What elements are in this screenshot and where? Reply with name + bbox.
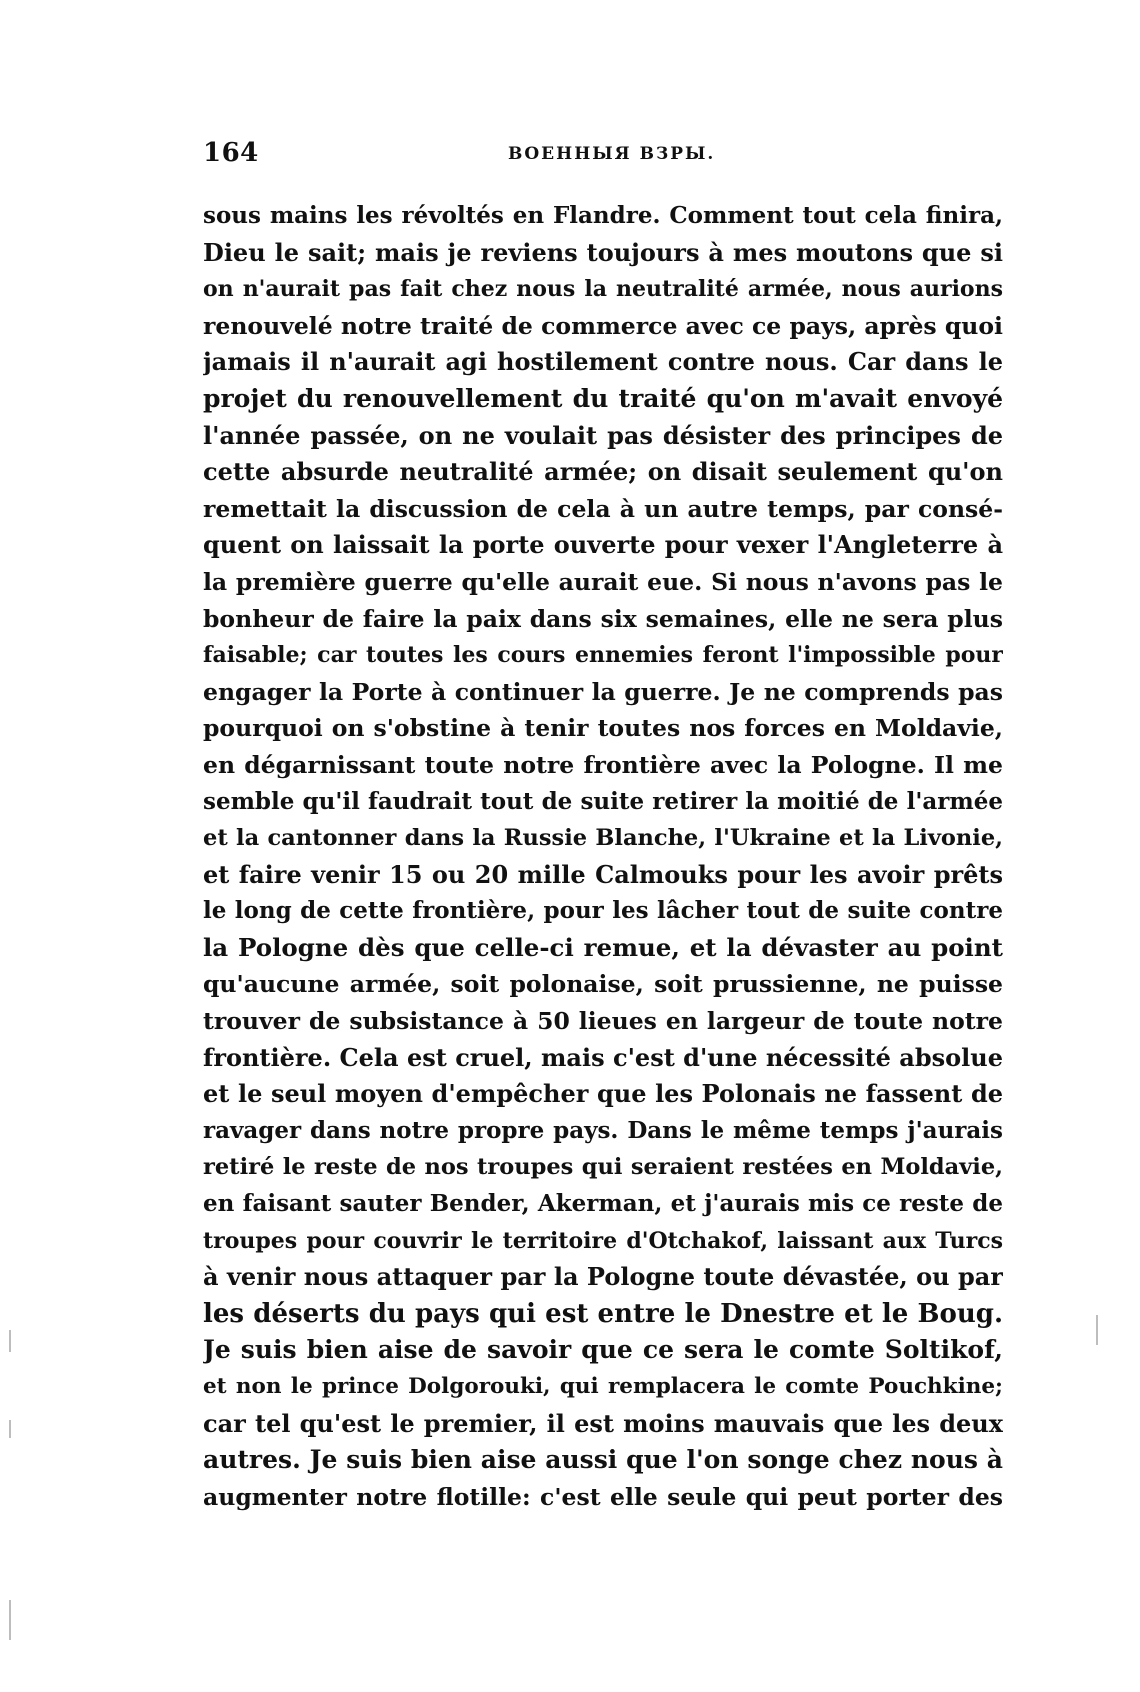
text-line: engager la Porte à continuer la guerre. Je ne comprends pas — [203, 677, 1003, 706]
text-line: en dégarnissant toute notre frontière avec la Pologne. Il me — [203, 750, 1003, 779]
running-head: ВОЕННЫЯ ВЗРЫ. — [508, 144, 716, 164]
text-line: la première guerre qu'elle aurait eue. Si nous n'avons pas le — [203, 567, 1003, 596]
text-line: retiré le reste de nos troupes qui seraient restées en Moldavie, — [203, 1154, 1003, 1181]
text-line: quent on laissait la porte ouverte pour vexer l'Angleterre à — [203, 530, 1003, 560]
text-line: on n'aurait pas fait chez nous la neutralité armée, nous aurions — [203, 276, 1003, 303]
text-line: jamais il n'aurait agi hostilement contre nous. Car dans le — [203, 347, 1003, 377]
scan-margin-mark — [9, 1600, 11, 1640]
text-line: et la cantonner dans la Russie Blanche, l'Ukraine et la Livonie, — [203, 825, 1003, 852]
text-line: car tel qu'est le premier, il est moins mauvais que les deux — [203, 1408, 1003, 1438]
text-line: et le seul moyen d'empêcher que les Polonais ne fassent de — [203, 1079, 1003, 1109]
text-line: en faisant sauter Bender, Akerman, et j'aurais mis ce reste de — [203, 1190, 1003, 1218]
text-line: bonheur de faire la paix dans six semaines, elle ne sera plus — [203, 604, 1003, 633]
text-line: Je suis bien aise de savoir que ce sera le comte Soltikof, — [203, 1335, 1003, 1365]
page-number: 164 — [203, 138, 259, 168]
scan-margin-mark — [9, 1330, 11, 1352]
page-header — [203, 138, 1003, 178]
text-line: frontière. Cela est cruel, mais c'est d'une nécessité absolue — [203, 1042, 1003, 1072]
text-line: augmenter notre flotille: c'est elle seule qui peut porter des — [203, 1482, 1003, 1511]
text-line: la Pologne dès que celle-ci remue, et la dévaster au point — [203, 932, 1003, 962]
text-line: les déserts du pays qui est entre le Dnestre et le Boug. — [203, 1298, 1003, 1329]
text-line: cette absurde neutralité armée; on disait seulement qu'on — [203, 457, 1003, 487]
text-line: l'année passée, on ne voulait pas désister des principes de — [203, 420, 1003, 450]
text-line: faisable; car toutes les cours ennemies feront l'impossible pour — [203, 642, 1003, 669]
scan-margin-mark — [1096, 1315, 1098, 1345]
text-line: sous mains les révoltés en Flandre. Comment tout cela finira, — [203, 202, 1003, 229]
text-line: semble qu'il faudrait tout de suite retirer la moitié de l'armée — [203, 787, 1003, 815]
body-text — [203, 198, 1003, 1515]
text-line: autres. Je suis bien aise aussi que l'on songe chez nous à — [203, 1445, 1003, 1475]
text-line: à venir nous attaquer par la Pologne toute dévastée, ou par — [203, 1262, 1003, 1292]
text-line: troupes pour couvrir le territoire d'Otchakof, laissant aux Turcs — [203, 1227, 1003, 1254]
text-line: remettait la discussion de cela à un autre temps, par consé- — [203, 494, 1003, 523]
text-line: trouver de subsistance à 50 lieues en largeur de toute notre — [203, 1007, 1003, 1036]
text-line: et faire venir 15 ou 20 mille Calmouks pour les avoir prêts — [203, 859, 1003, 889]
text-line: et non le prince Dolgorouki, qui remplacera le comte Pouchkine; — [203, 1374, 1003, 1399]
text-line: renouvelé notre traité de commerce avec ce pays, après quoi — [203, 311, 1003, 340]
text-line: le long de cette frontière, pour les lâcher tout de suite contre — [203, 897, 1003, 925]
text-line: Dieu le sait; mais je reviens toujours à mes moutons que si — [203, 237, 1003, 267]
text-line: ravager dans notre propre pays. Dans le même temps j'aurais — [203, 1116, 1003, 1144]
text-line: pourquoi on s'obstine à tenir toutes nos forces en Moldavie, — [203, 714, 1003, 743]
scan-margin-mark — [9, 1420, 11, 1438]
text-line: qu'aucune armée, soit polonaise, soit prussienne, ne puisse — [203, 970, 1003, 999]
text-line: projet du renouvellement du traité qu'on m'avait envoyé — [203, 383, 1003, 413]
